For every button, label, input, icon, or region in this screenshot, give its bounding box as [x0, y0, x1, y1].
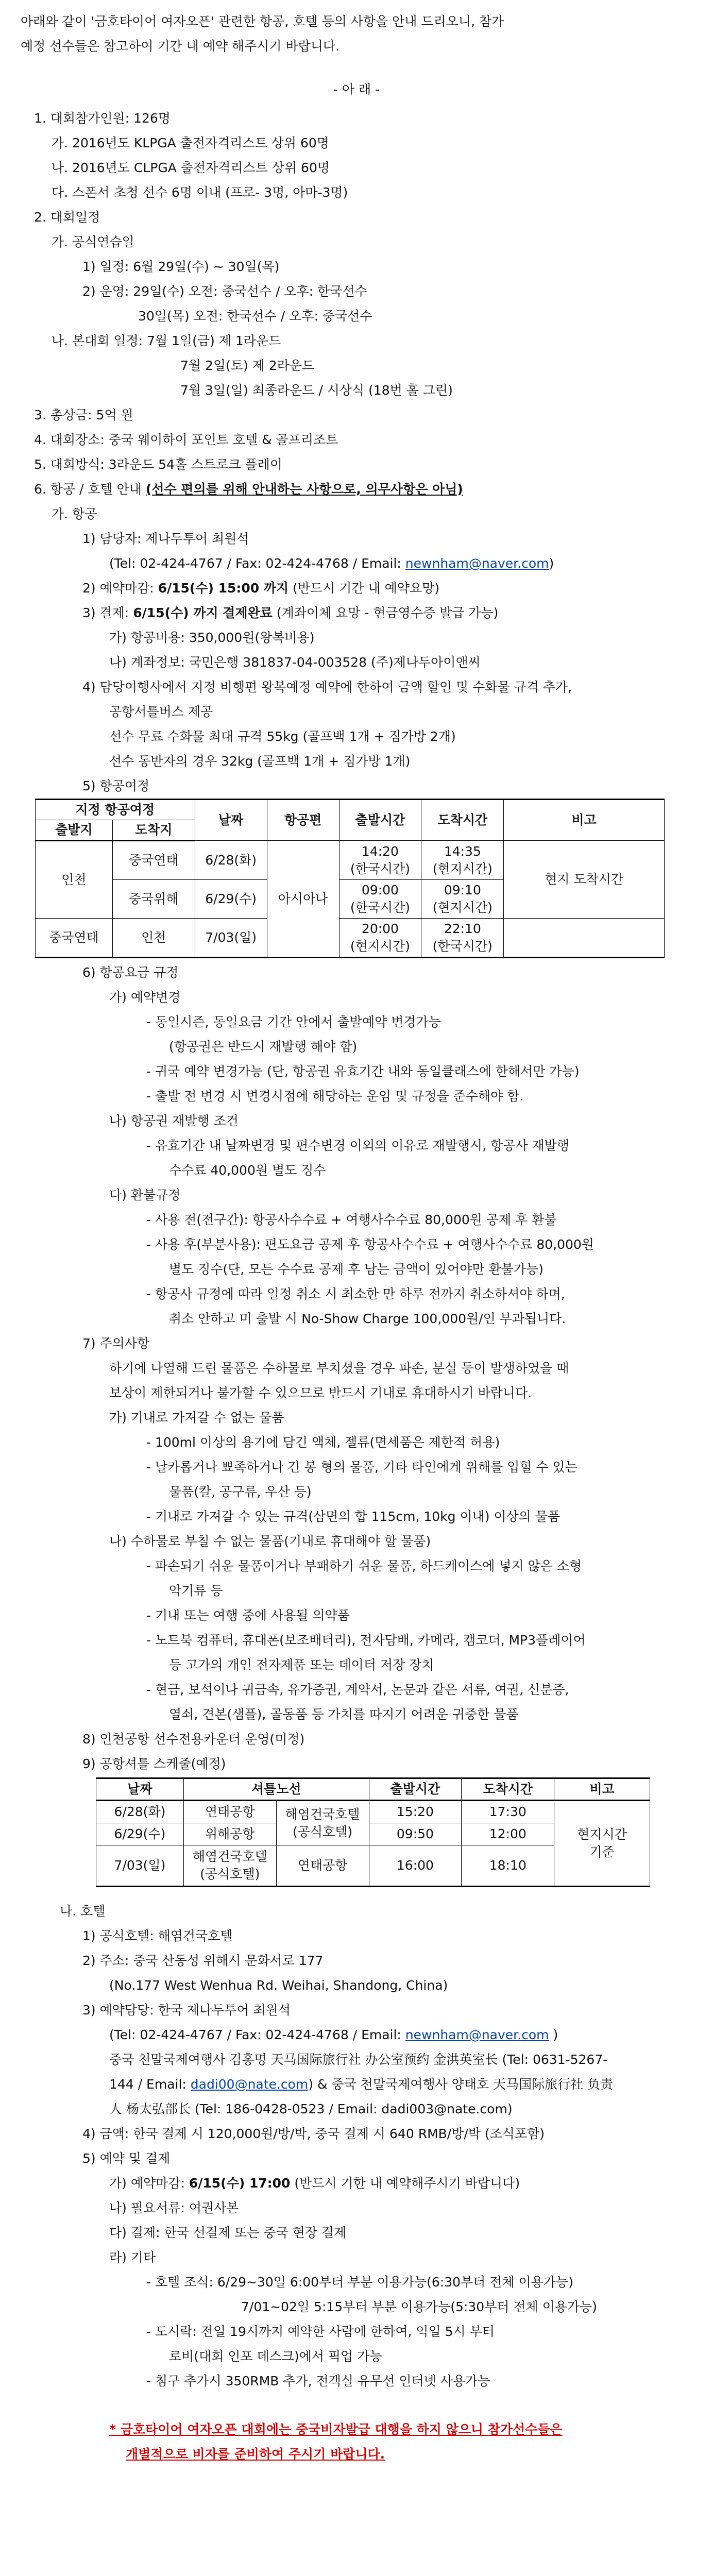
- s6-air-benefit-1: 4) 담당여행사에서 지정 비행편 왕복예정 예약에 한하여 금액 할인 및 수화물 규격 추가,: [82, 680, 572, 694]
- shuttle-h-dep: 출발시간: [369, 1778, 462, 1801]
- flight-h-dep: 출발시간: [339, 800, 421, 841]
- s5-format: 5. 대회방식: 3라운드 54홀 스트로크 플레이: [34, 457, 282, 472]
- caution-checked: 나) 수하물로 부칠 수 없는 물품(기내로 휴대해야 할 물품): [109, 1534, 431, 1549]
- hotel-lunchbox-2: 로비(대회 인포 데스크)에서 픽업 가능: [169, 2349, 382, 2364]
- shuttle-table: [96, 1777, 650, 1887]
- caution-cabin-2: - 날카롭거나 뾰족하거나 긴 봉 형의 물품, 기타 타인에게 위해를 입힐 수 있는: [146, 1460, 578, 1475]
- s2-title: 2. 대회일정: [34, 210, 100, 225]
- caution-title: 7) 주의사항: [82, 1336, 150, 1351]
- s6-air: 가. 항공: [52, 506, 97, 521]
- s1-item-3: 다. 스폰서 초청 선수 6명 이내 (프로- 3명, 아마-3명): [52, 185, 348, 200]
- s6-air-payment: 3) 결제: 6/15(수) 까지 결제완료 (계좌이체 요망 - 현금영수증 발급 가능): [82, 605, 499, 620]
- hotel-contact-cn-3: 人 杨太弘部长 (Tel: 186-0428-0523 / Email: dadi003@nate.com): [109, 2102, 513, 2116]
- caution-cabin: 가) 기내로 가져갈 수 없는 물품: [109, 1410, 284, 1425]
- dadi-email-link[interactable]: dadi00@nate.com: [190, 2077, 309, 2092]
- caution-cabin-3: - 기내로 가져갈 수 있는 규격(삼면의 합 115cm, 10kg 이내) 이상의 물품: [146, 1509, 561, 1524]
- flight-h-from: 출발지: [36, 820, 113, 841]
- fare-refund-1: - 사용 전(전구간): 항공사수수료 + 여행사수수료 80,000원 공제 후 환불: [146, 1212, 557, 1227]
- s2-main-1: 나. 본대회 일정: 7월 1일(금) 제 1라운드: [52, 333, 281, 348]
- shuttle-h-arr: 도착시간: [462, 1778, 554, 1801]
- hotel-official: 1) 공식호텔: 해염건국호텔: [82, 1928, 233, 1943]
- hotel-payment: 다) 결제: 한국 선결제 또는 중국 현장 결제: [109, 2225, 347, 2240]
- fare-change: 가) 예약변경: [109, 990, 181, 1005]
- s6-air-benefit-4: 선수 동반자의 경우 32kg (골프백 1개 + 짐가방 1개): [109, 754, 411, 769]
- shuttle-h-note: 비고: [554, 1778, 650, 1801]
- hotel-address-en: (No.177 West Wenhua Rd. Weihai, Shandong, China): [109, 1978, 448, 1993]
- shuttle-hotel-dest: 해염건국호텔 (공식호텔): [276, 1801, 369, 1845]
- hotel-contact: 3) 예약담당: 한국 제나두투어 최원석: [82, 2003, 291, 2018]
- fare-refund-3b: 취소 안하고 미 출발 시 No-Show Charge 100,000원/인 부과됩니다.: [169, 1311, 566, 1326]
- caution-checked-1: - 파손되기 쉬운 물품이거나 부패하기 쉬운 물품, 하드케이스에 넣지 않은 소형: [146, 1558, 582, 1573]
- hotel-price: 4) 금액: 한국 결제 시 120,000원/방/박, 중국 결제 시 640 RMB/방/박 (조식포함): [82, 2126, 545, 2141]
- incheon-counter: 8) 인천공항 선수전용카운터 운영(미정): [82, 1732, 305, 1747]
- hotel-title: 나. 호텔: [60, 1904, 106, 1919]
- s6-air-benefit-3: 선수 무료 수화물 최대 규격 55kg (골프백 1개 + 짐가방 2개): [109, 729, 456, 744]
- s3-prize: 3. 총상금: 5억 원: [34, 408, 133, 422]
- s1-item-1: 가. 2016년도 KLPGA 출전자격리스트 상위 60명: [52, 135, 329, 150]
- fare-refund-2: - 사용 후(부분사용): 편도요금 공제 후 항공사수수료 + 여행사수수료 80,000원: [146, 1237, 594, 1252]
- s6-air-benefit-2: 공항서틀버스 제공: [109, 704, 213, 719]
- s2-practice-op2: 30일(목) 오전: 한국선수 / 오후: 중국선수: [138, 309, 372, 324]
- s6-air-deadline: 2) 예약마감: 6/15(수) 15:00 까지 (반드시 기간 내 예약요망): [82, 581, 439, 596]
- s2-practice: 가. 공식연습일: [52, 234, 134, 249]
- hotel-etc: 라) 기타: [109, 2250, 156, 2265]
- flight-table: [35, 799, 665, 958]
- visa-warning-2: 개별적으로 비자를 준비하여 주시기 바랍니다.: [126, 2447, 385, 2462]
- hotel-contact-info: (Tel: 02-424-4767 / Fax: 02-424-4768 / Email: newnham@naver.com ): [109, 2027, 558, 2042]
- s1-item-2: 나. 2016년도 CLPGA 출전자격리스트 상위 60명: [52, 160, 330, 175]
- flight-h-date: 날짜: [195, 800, 267, 841]
- hotel-deadline: 가) 예약마감: 6/15(수) 17:00 (반드시 기한 내 예약해주시기 바랍니다): [109, 2176, 520, 2191]
- fare-refund-3: - 항공사 규정에 따라 일정 취소 시 최소한 만 하루 전까지 취소하셔야 하며,: [146, 1286, 565, 1301]
- hotel-contact-cn-1: 중국 천말국제여행사 김홍명 天马国际旅行社 办公室预约 金洪英室长 (Tel: 0631-5267-: [109, 2052, 608, 2067]
- flight-airline: 아시아나: [267, 841, 339, 958]
- s2-main-3: 7월 3일(일) 최종라운드 / 시상식 (18번 홀 그린): [180, 383, 453, 398]
- hotel-email-link[interactable]: newnham@naver.com: [405, 2027, 549, 2042]
- s2-main-2: 7월 2일(토) 제 2라운드: [180, 358, 315, 373]
- fare-refund-2b: 별도 징수(단, 모든 수수료 공제 후 남는 금액이 있어야만 환불가능): [169, 1262, 544, 1277]
- fare-refund: 다) 환불규정: [109, 1188, 181, 1202]
- s2-practice-date: 1) 일정: 6월 29일(수) ~ 30일(목): [82, 259, 280, 274]
- flight-from-incheon: 인천: [36, 841, 113, 919]
- caution-checked-4: - 현금, 보석이나 귀금속, 유가증권, 계약서, 논문과 같은 서류, 여권, 신분증,: [146, 1682, 569, 1697]
- table-row: 7/03(일) 해염건국호텔 (공식호텔) 연태공항 16:00 18:10: [96, 1845, 650, 1887]
- intro-line-1: 아래와 같이 '금호타이어 여자오픈' 관련한 항공, 호텔 등의 사항을 안내 드리오니, 참가: [21, 14, 504, 29]
- table-row: 6/28(화) 연태공항 해염건국호텔 (공식호텔) 15:20 17:30 현지시간 기준: [96, 1801, 650, 1823]
- flight-h-arr: 도착시간: [421, 800, 504, 841]
- fare-change-1b: (항공권은 반드시 재발행 해야 함): [169, 1039, 358, 1054]
- s4-venue: 4. 대회장소: 중국 웨이하이 포인트 호텔 & 골프리조트: [34, 432, 338, 447]
- caution-cabin-2b: 물품(칼, 공구류, 우산 등): [169, 1484, 312, 1499]
- table-row: 중국연태 인천 7/03(일) 20:00 (현지시간) 22:10 (한국시간): [36, 919, 665, 958]
- table-row: 중국위해 6/29(수) 09:00 (한국시간) 09:10 (현지시간): [36, 880, 665, 919]
- caution-checked-4b: 열쇠, 견본(샘플), 골동품 등 가치를 따지기 어려운 귀중한 물품: [169, 1707, 519, 1722]
- section-heading: - 아 래 -: [333, 82, 380, 97]
- fare-change-3: - 출발 전 변경 시 변경시점에 해당하는 운임 및 규정을 준수해야 함.: [146, 1089, 524, 1104]
- shuttle-title: 9) 공항셔틀 스케줄(예정): [82, 1756, 226, 1771]
- caution-checked-2: - 기내 또는 여행 중에 사용될 의약품: [146, 1608, 350, 1623]
- shuttle-hotel-origin: 해염건국호텔 (공식호텔): [183, 1845, 276, 1887]
- s6-title-note: (선수 편의를 위해 안내하는 사항으로, 의무사항은 아님): [145, 482, 463, 497]
- fare-change-1: - 동일시즌, 동일요금 기간 안에서 출발예약 변경가능: [146, 1014, 441, 1029]
- hotel-breakfast-1: - 호텔 조식: 6/29~30일 6:00부터 부분 이용가능(6:30부터 전체 이용가능): [146, 2275, 573, 2290]
- fare-rules: 6) 항공요금 규정: [82, 965, 179, 980]
- hotel-bedding: - 침구 추가시 350RMB 추가, 전객실 유무선 인터넷 사용가능: [146, 2374, 490, 2388]
- s6-air-cost: 가) 항공비용: 350,000원(왕복비용): [109, 630, 315, 645]
- hotel-lunchbox-1: - 도시락: 전일 19시까지 예약한 사람에 한하여, 익일 5시 부터: [146, 2324, 495, 2339]
- s1-title: 1. 대회참가인원: 126명: [34, 111, 171, 126]
- s6-air-contact: 1) 담당자: 제나두투어 최원석: [82, 531, 249, 546]
- fare-reissue-1b: 수수료 40,000원 별도 징수: [169, 1163, 326, 1178]
- table-row: 인천 중국연태 6/28(화) 아시아나 14:20 (한국시간) 14:35 (현지시간) 현지 도착시간: [36, 841, 665, 880]
- fare-reissue-1: - 유효기간 내 날짜변경 및 편수변경 이외의 이유로 재발행시, 항공사 재발행: [146, 1138, 569, 1153]
- hotel-address: 2) 주소: 중국 산동성 위해시 문화서로 177: [82, 1953, 324, 1968]
- caution-checked-3b: 등 고가의 개인 전자제품 또는 데이터 저장 장치: [169, 1657, 434, 1672]
- caution-checked-1b: 악기류 등: [169, 1583, 223, 1598]
- s6-title: 6. 항공 / 호텔 안내 (선수 편의를 위해 안내하는 사항으로, 의무사항은 아님): [34, 482, 463, 497]
- intro-line-2: 예정 선수들은 참고하여 기간 내 예약 해주시기 바랍니다.: [21, 39, 340, 54]
- fare-change-2: - 귀국 예약 변경가능 (단, 항공권 유효기간 내와 동일클래스에 한해서만 가능): [146, 1064, 580, 1079]
- s6-air-account: 나) 계좌정보: 국민은행 381837-04-003528 (주)제나두아이앤씨: [109, 655, 481, 670]
- caution-checked-3: - 노트북 컴퓨터, 휴대폰(보조배터리), 전자담배, 카메라, 캠코더, MP3플레이어: [146, 1633, 586, 1648]
- air-email-link[interactable]: newnham@naver.com: [405, 556, 549, 571]
- caution-text-1: 하기에 나열해 드린 물품은 수하물로 부치셨을 경우 파손, 분실 등이 발생하였을 때: [109, 1361, 569, 1376]
- shuttle-note: 현지시간 기준: [554, 1801, 650, 1887]
- caution-text-2: 보상이 제한되거나 불가할 수 있으므로 반드시 기내로 휴대하시기 바랍니다.: [109, 1385, 532, 1400]
- flight-note: 현지 도착시간: [504, 841, 665, 919]
- hotel-booking: 5) 예약 및 결제: [82, 2151, 171, 2166]
- s7-contact: [58, 2572, 592, 2576]
- shuttle-h-date: 날짜: [96, 1778, 184, 1801]
- fare-reissue: 나) 항공권 재발행 조건: [109, 1113, 239, 1128]
- s6-air-itinerary: 5) 항공여정: [82, 778, 150, 793]
- flight-h-note: 비고: [504, 800, 665, 841]
- flight-h-route: 지정 항공여정: [36, 800, 195, 820]
- visa-warning-1: * 금호타이어 여자오픈 대회에는 중국비자발급 대행을 하지 않으니 참가선수들은: [109, 2422, 563, 2437]
- s2-practice-op1: 2) 운영: 29일(수) 오전: 중국선수 / 오후: 한국선수: [82, 284, 367, 299]
- hotel-breakfast-2: 7/01~02일 5:15부터 부분 이용가능(5:30부터 전체 이용가능): [241, 2299, 597, 2314]
- caution-cabin-1: - 100ml 이상의 용기에 담긴 액체, 젤류(면세품은 제한적 허용): [146, 1435, 500, 1450]
- hotel-docs: 나) 필요서류: 여권사본: [109, 2200, 239, 2215]
- s6-air-contact-info: (Tel: 02-424-4767 / Fax: 02-424-4768 / Email: newnham@naver.com): [109, 556, 554, 571]
- table-row: 6/29(수) 위해공항 09:50 12:00: [96, 1823, 650, 1845]
- flight-h-airline: 항공편: [267, 800, 339, 841]
- hotel-contact-cn-2: 144 / Email: dadi00@nate.com) & 중국 천말국제여행사 양태호 天马国际旅行社 负责: [109, 2077, 614, 2092]
- flight-h-to: 도착지: [112, 820, 195, 841]
- shuttle-h-route: 셔틀노선: [183, 1778, 369, 1801]
